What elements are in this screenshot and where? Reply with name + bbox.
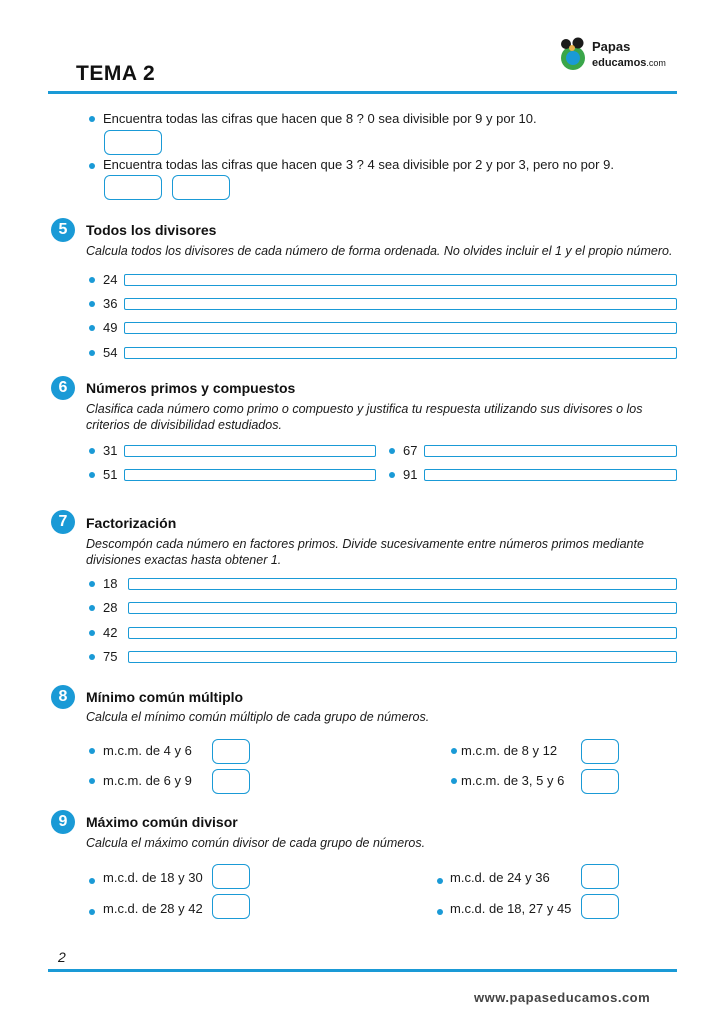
answer-box[interactable] bbox=[581, 894, 619, 919]
mcm-item: m.c.m. de 3, 5 y 6 bbox=[461, 773, 565, 788]
answer-line[interactable] bbox=[128, 651, 677, 663]
item-number: 91 bbox=[403, 467, 418, 482]
answer-box[interactable] bbox=[104, 175, 162, 200]
item-number: 24 bbox=[103, 272, 118, 287]
section-number: 7 bbox=[51, 510, 75, 534]
footer-rule bbox=[48, 969, 677, 972]
bullet bbox=[89, 909, 95, 915]
answer-box[interactable] bbox=[104, 130, 162, 155]
answer-box[interactable] bbox=[212, 894, 250, 919]
item-number: 42 bbox=[103, 625, 118, 640]
mcd-item: m.c.d. de 18, 27 y 45 bbox=[450, 901, 572, 916]
header-rule bbox=[48, 91, 677, 94]
bullet bbox=[89, 350, 95, 356]
item-number: 75 bbox=[103, 649, 118, 664]
mcd-item: m.c.d. de 24 y 36 bbox=[450, 870, 550, 885]
bullet bbox=[89, 301, 95, 307]
page-number: 2 bbox=[58, 949, 66, 965]
section-instructions: divisiones exactas hasta obtener 1. bbox=[86, 553, 282, 567]
item-number: 49 bbox=[103, 320, 118, 335]
logo-text-main: educamos bbox=[592, 57, 647, 69]
bullet bbox=[437, 909, 443, 915]
mcd-item: m.c.d. de 28 y 42 bbox=[103, 901, 203, 916]
section-number: 8 bbox=[51, 685, 75, 709]
item-number: 54 bbox=[103, 345, 118, 360]
bullet bbox=[89, 277, 95, 283]
mcm-item: m.c.m. de 8 y 12 bbox=[461, 743, 558, 758]
logo-text-bottom bbox=[592, 57, 666, 69]
section-title: Todos los divisores bbox=[86, 222, 217, 238]
logo-family-icon bbox=[556, 36, 590, 72]
section-title: Factorización bbox=[86, 515, 177, 531]
answer-line[interactable] bbox=[128, 627, 677, 639]
item-number: 31 bbox=[103, 443, 118, 458]
bullet bbox=[89, 581, 95, 587]
answer-line[interactable] bbox=[124, 445, 376, 457]
intro-item-1: Encuentra todas las cifras que hacen que 8 ? 0 sea divisible por 9 y por 10. bbox=[103, 111, 537, 126]
bullet bbox=[89, 325, 95, 331]
section-title: Mínimo común múltiplo bbox=[86, 689, 244, 705]
mcd-item: m.c.d. de 18 y 30 bbox=[103, 870, 203, 885]
bullet bbox=[437, 878, 443, 884]
mcm-item: m.c.m. de 6 y 9 bbox=[103, 773, 192, 788]
answer-box[interactable] bbox=[172, 175, 230, 200]
item-number: 28 bbox=[103, 600, 118, 615]
section-instructions: Calcula el mínimo común múltiplo de cada grupo de números. bbox=[86, 710, 430, 724]
answer-line[interactable] bbox=[128, 602, 677, 614]
answer-line[interactable] bbox=[128, 578, 677, 590]
section-number: 5 bbox=[51, 218, 75, 242]
section-title: Máximo común divisor bbox=[86, 814, 238, 830]
answer-box[interactable] bbox=[212, 769, 250, 794]
answer-line[interactable] bbox=[424, 469, 677, 481]
bullet bbox=[451, 748, 457, 754]
section-title: Números primos y compuestos bbox=[86, 380, 296, 396]
answer-line[interactable] bbox=[124, 298, 677, 310]
section-instructions: Clasifica cada número como primo o compuesto y justifica tu respuesta utilizando sus divisores o los bbox=[86, 402, 643, 416]
item-number: 67 bbox=[403, 443, 418, 458]
bullet bbox=[89, 778, 95, 784]
bullet bbox=[89, 472, 95, 478]
page-title: TEMA 2 bbox=[76, 62, 156, 85]
section-number: 6 bbox=[51, 376, 75, 400]
answer-line[interactable] bbox=[124, 347, 677, 359]
bullet bbox=[89, 654, 95, 660]
answer-box[interactable] bbox=[581, 739, 619, 764]
bullet bbox=[389, 448, 395, 454]
section-instructions: Calcula todos los divisores de cada número de forma ordenada. No olvides incluir el 1 y el propio número. bbox=[86, 244, 673, 258]
answer-line[interactable] bbox=[424, 445, 677, 457]
bullet bbox=[89, 630, 95, 636]
bullet bbox=[89, 116, 95, 122]
mcm-item: m.c.m. de 4 y 6 bbox=[103, 743, 192, 758]
brand-logo bbox=[556, 36, 686, 76]
bullet bbox=[89, 605, 95, 611]
answer-box[interactable] bbox=[212, 739, 250, 764]
answer-box[interactable] bbox=[581, 864, 619, 889]
bullet bbox=[389, 472, 395, 478]
section-instructions: Calcula el máximo común divisor de cada grupo de números. bbox=[86, 836, 426, 850]
logo-text-top: Papas bbox=[592, 39, 631, 54]
bullet bbox=[89, 878, 95, 884]
logo-text-suffix: .com bbox=[646, 58, 666, 68]
item-number: 18 bbox=[103, 576, 118, 591]
answer-box[interactable] bbox=[212, 864, 250, 889]
section-instructions: Descompón cada número en factores primos. Divide sucesivamente entre números primos mediante bbox=[86, 537, 644, 551]
section-instructions: criterios de divisibilidad estudiados. bbox=[86, 418, 282, 432]
section-number: 9 bbox=[51, 810, 75, 834]
bullet bbox=[89, 448, 95, 454]
intro-item-2: Encuentra todas las cifras que hacen que 3 ? 4 sea divisible por 2 y por 3, pero no por 9. bbox=[103, 157, 614, 172]
bullet bbox=[89, 748, 95, 754]
answer-line[interactable] bbox=[124, 322, 677, 334]
answer-line[interactable] bbox=[124, 274, 677, 286]
footer-url[interactable]: www.papaseducamos.com bbox=[474, 990, 651, 1005]
bullet bbox=[89, 163, 95, 169]
item-number: 51 bbox=[103, 467, 118, 482]
answer-box[interactable] bbox=[581, 769, 619, 794]
bullet bbox=[451, 778, 457, 784]
item-number: 36 bbox=[103, 296, 118, 311]
answer-line[interactable] bbox=[124, 469, 376, 481]
